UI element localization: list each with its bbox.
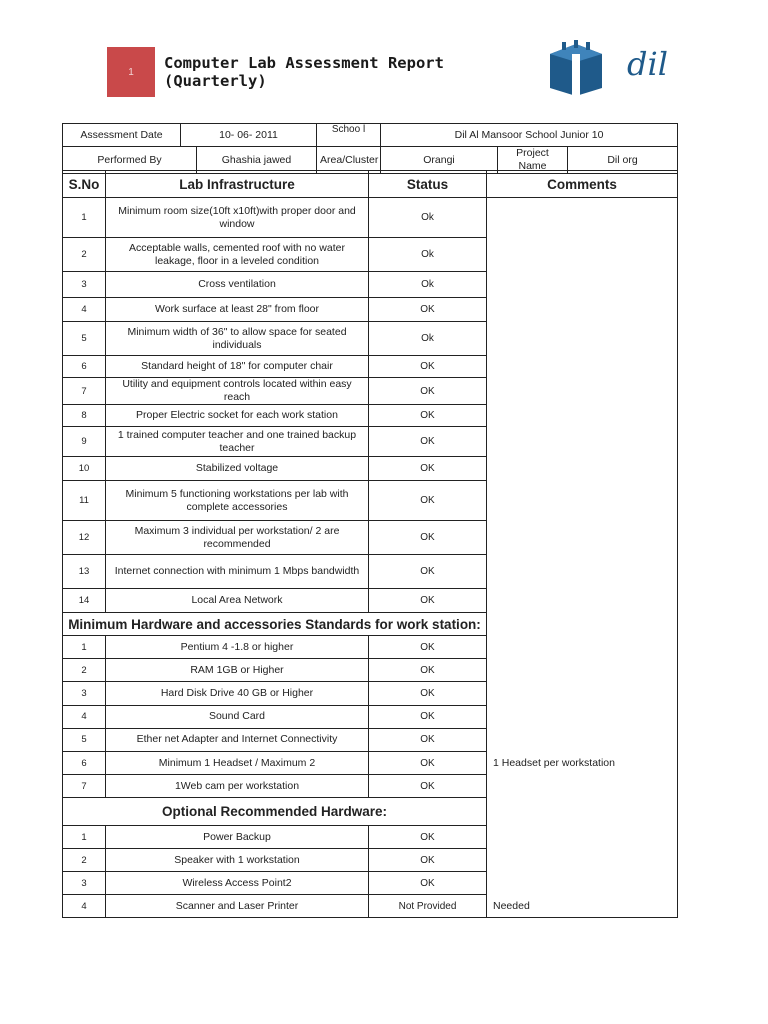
row-status: OK <box>369 682 487 705</box>
row-sno: 1 <box>63 826 106 849</box>
row-item: Pentium 4 -1.8 or higher <box>106 636 369 659</box>
row-item: Ether net Adapter and Internet Connectivity <box>106 728 369 751</box>
row-status: OK <box>369 481 487 521</box>
row-status: OK <box>369 356 487 378</box>
page-number: 1 <box>128 66 134 78</box>
row-status: Ok <box>369 322 487 356</box>
row-status: OK <box>369 521 487 555</box>
row-item: 1 trained computer teacher and one trained backup teacher <box>106 427 369 457</box>
assessment-date-label: Assessment Date <box>63 124 181 147</box>
row-item: Local Area Network <box>106 589 369 613</box>
report-title <box>164 54 444 90</box>
row-status: OK <box>369 378 487 405</box>
row-status: OK <box>369 405 487 427</box>
table-row <box>63 895 678 918</box>
row-sno: 11 <box>63 481 106 521</box>
row-sno: 3 <box>63 872 106 895</box>
row-status: OK <box>369 636 487 659</box>
row-status: Ok <box>369 198 487 238</box>
row-sno: 13 <box>63 555 106 589</box>
row-status: Not Provided <box>369 895 487 918</box>
row-item: Minimum width of 36" to allow space for seated individuals <box>106 322 369 356</box>
row-sno: 3 <box>63 272 106 298</box>
row-status: OK <box>369 298 487 322</box>
row-item: Internet connection with minimum 1 Mbps bandwidth <box>106 555 369 589</box>
row-status: OK <box>369 659 487 682</box>
row-item: Maximum 3 individual per workstation/ 2 are recommended <box>106 521 369 555</box>
performed-by-value: Ghashia jawed <box>197 147 317 174</box>
row-item: Scanner and Laser Printer <box>106 895 369 918</box>
row-status: Ok <box>369 272 487 298</box>
hardware-comment: 1 Headset per workstation <box>493 757 615 770</box>
area-label: Area/Cluster <box>317 147 381 174</box>
row-item: Minimum room size(10ft x10ft)with proper door and window <box>106 198 369 238</box>
hardware-section-title: Minimum Hardware and accessories Standards for work station: <box>63 613 487 636</box>
assessment-date-value: 10- 06- 2011 <box>181 124 317 147</box>
area-value: Orangi <box>381 147 498 174</box>
performed-by-label: Performed By <box>63 147 197 174</box>
row-sno: 7 <box>63 378 106 405</box>
school-label: Schoo l <box>317 124 381 147</box>
row-item: Acceptable walls, cemented roof with no water leakage, floor in a leveled condition <box>106 238 369 272</box>
project-value: Dil org <box>568 147 678 174</box>
page-number-box <box>107 47 155 97</box>
col-sno-header: S.No <box>63 171 106 198</box>
row-item: Wireless Access Point2 <box>106 872 369 895</box>
row-sno: 7 <box>63 775 106 798</box>
row-sno: 5 <box>63 322 106 356</box>
project-label: Project Name <box>498 147 568 174</box>
comments-cell <box>487 198 678 895</box>
row-status: Ok <box>369 238 487 272</box>
row-status: OK <box>369 826 487 849</box>
table-header-row <box>63 171 678 198</box>
report-title-line2: (Quarterly) <box>164 72 267 90</box>
row-status: OK <box>369 751 487 774</box>
row-item: Minimum 1 Headset / Maximum 2 <box>106 751 369 774</box>
row-sno: 4 <box>63 298 106 322</box>
row-status: OK <box>369 849 487 872</box>
row-item: Standard height of 18" for computer chair <box>106 356 369 378</box>
row-sno: 3 <box>63 682 106 705</box>
row-sno: 4 <box>63 895 106 918</box>
col-comments-header: Comments <box>487 171 678 198</box>
row-item: 1Web cam per workstation <box>106 775 369 798</box>
row-sno: 10 <box>63 457 106 481</box>
row-item: Stabilized voltage <box>106 457 369 481</box>
row-item: Cross ventilation <box>106 272 369 298</box>
row-status: OK <box>369 457 487 481</box>
row-status: OK <box>369 427 487 457</box>
optional-section-title: Optional Recommended Hardware: <box>63 798 487 826</box>
row-sno: 5 <box>63 728 106 751</box>
row-sno: 14 <box>63 589 106 613</box>
row-sno: 1 <box>63 636 106 659</box>
row-sno: 2 <box>63 238 106 272</box>
row-item: Minimum 5 functioning workstations per lab with complete accessories <box>106 481 369 521</box>
school-value: Dil Al Mansoor School Junior 10 <box>381 124 678 147</box>
row-sno: 9 <box>63 427 106 457</box>
row-status: OK <box>369 589 487 613</box>
row-sno: 4 <box>63 705 106 728</box>
row-sno: 6 <box>63 356 106 378</box>
row-sno: 8 <box>63 405 106 427</box>
col-item-header: Lab Infrastructure <box>106 171 369 198</box>
table-row <box>63 198 678 238</box>
row-status: OK <box>369 555 487 589</box>
row-sno: 12 <box>63 521 106 555</box>
logo-text: dil <box>627 45 668 83</box>
row-item: Speaker with 1 workstation <box>106 849 369 872</box>
row-sno: 2 <box>63 849 106 872</box>
optional-last-comment: Needed <box>487 895 678 918</box>
row-status: OK <box>369 728 487 751</box>
col-status-header: Status <box>369 171 487 198</box>
row-item: Sound Card <box>106 705 369 728</box>
row-item: Hard Disk Drive 40 GB or Higher <box>106 682 369 705</box>
row-status: OK <box>369 705 487 728</box>
report-title-line1: Computer Lab Assessment Report <box>164 54 444 72</box>
row-item: Work surface at least 28" from floor <box>106 298 369 322</box>
row-item: Power Backup <box>106 826 369 849</box>
row-status: OK <box>369 775 487 798</box>
row-sno: 1 <box>63 198 106 238</box>
row-item: Proper Electric socket for each work station <box>106 405 369 427</box>
assessment-table <box>62 170 678 918</box>
row-status: OK <box>369 872 487 895</box>
row-sno: 6 <box>63 751 106 774</box>
row-sno: 2 <box>63 659 106 682</box>
info-table <box>62 123 678 174</box>
row-item: RAM 1GB or Higher <box>106 659 369 682</box>
row-item: Utility and equipment controls located within easy reach <box>106 378 369 405</box>
